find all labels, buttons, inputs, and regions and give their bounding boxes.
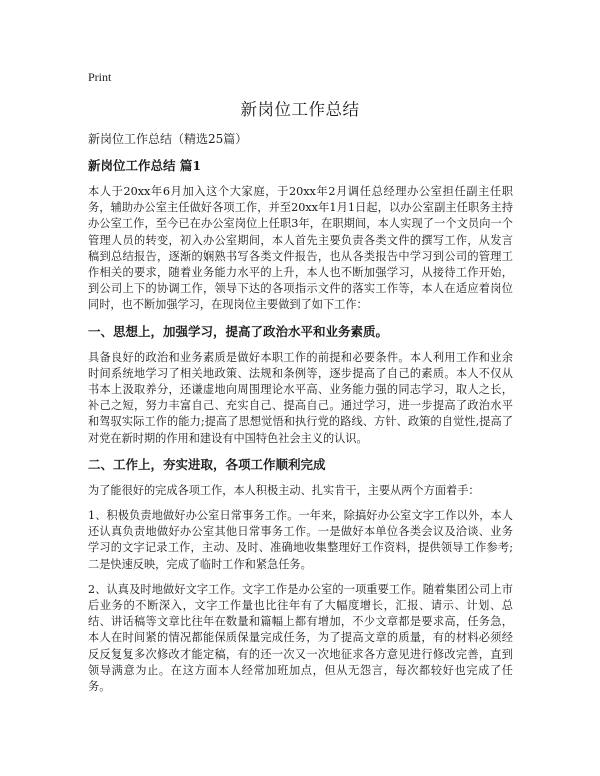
heading-thought: 一、思想上，加强学习，提高了政治水平和业务素质。	[88, 323, 389, 339]
intro-paragraph: 本人于20xx年6月加入这个大家庭，于20xx年2月调任总经理办公室担任副主任职务，辅助办公室主任做好各项工作，并至20xx年1月1日起，以办公室副主任职务主持办公室工作，至今已在办公室岗位上任职3年，在职期间，本人实现了一个文员向一个管理人员的转变，初入办公室期间，本人首先主要负责各类文件的撰写工作，从发言稿到总结报告，逐渐的娴熟书写各类文件报告，也从各类报告中学习到公司的管理工作相关的要求，随着业务能力水平的上升，本人也不断加强学习，从接待工作开始，到公司上下的协调工作，领导下达的各项指示文件的落实工作等，本人在适应着岗位同时，也不断加强学习，在现岗位主要做到了如下工作：	[88, 185, 513, 312]
paragraph-work-intro: 为了能很好的完成各项工作，本人积极主动、扎实肯干，主要从两个方面着手：	[88, 483, 480, 497]
document-subtitle: 新岗位工作总结（精选25篇）	[88, 132, 248, 146]
paragraph-daily-affairs: 1、积极负责地做好办公室日常事务工作。一年来，除搞好办公室文字工作以外，本人还认真负责地做好办公室其他日常事务工作。一是做好本单位各类会议及洽谈、业务学习的文字记录工作，主动、及时、准确地收集整理好工作资料，提供领导工作参考;二是快速反映，完成了临时工作和紧急任务。	[88, 509, 513, 571]
document-title: 新岗位工作总结	[240, 100, 360, 119]
paragraph-thought: 具备良好的政治和业务素质是做好本职工作的前提和必要条件。本人利用工作和业余时间系统地学习了相关地政策、法规和条例等，逐步提高了自己的素质。本人不仅从书本上汲取养分，还谦虚地向周围理论水平高、业务能力强的同志学习，取人之长，补己之短，努力丰富自己、充实自己、提高自己。通过学习，进一步提高了政治水平和驾驭实际工作的能力;提高了思想觉悟和执行党的路线、方针、政策的自觉性,提高了对党在新时期的作用和建设有中国特色社会主义的认识。	[88, 350, 513, 445]
document-body	[88, 130, 513, 704]
print-link[interactable]: Print	[88, 70, 112, 84]
section-heading: 新岗位工作总结 篇1	[88, 158, 202, 173]
paragraph-writing-work: 2、认真及时地做好文字工作。文字工作是办公室的一项重要工作。随着集团公司上市后业务的不断深入，文字工作量也比往年有了大幅度增长，汇报、请示、计划、总结、讲话稿等文章比往年在数量和篇幅上都有增加，不少文章都是要求高，任务急，本人在时间紧的情况都能保质保量完成任务，为了提高文章的质量，有的材料必须经反反复复多次修改才能定稿，有的还一次又一次地征求各方意见进行修改完善，直到领导满意为止。在这方面本人经常加班加点，但从无怨言，每次都较好也完成了任务。	[88, 582, 513, 694]
heading-work: 二、工作上，夯实进取，各项工作顺利完成	[88, 456, 326, 472]
